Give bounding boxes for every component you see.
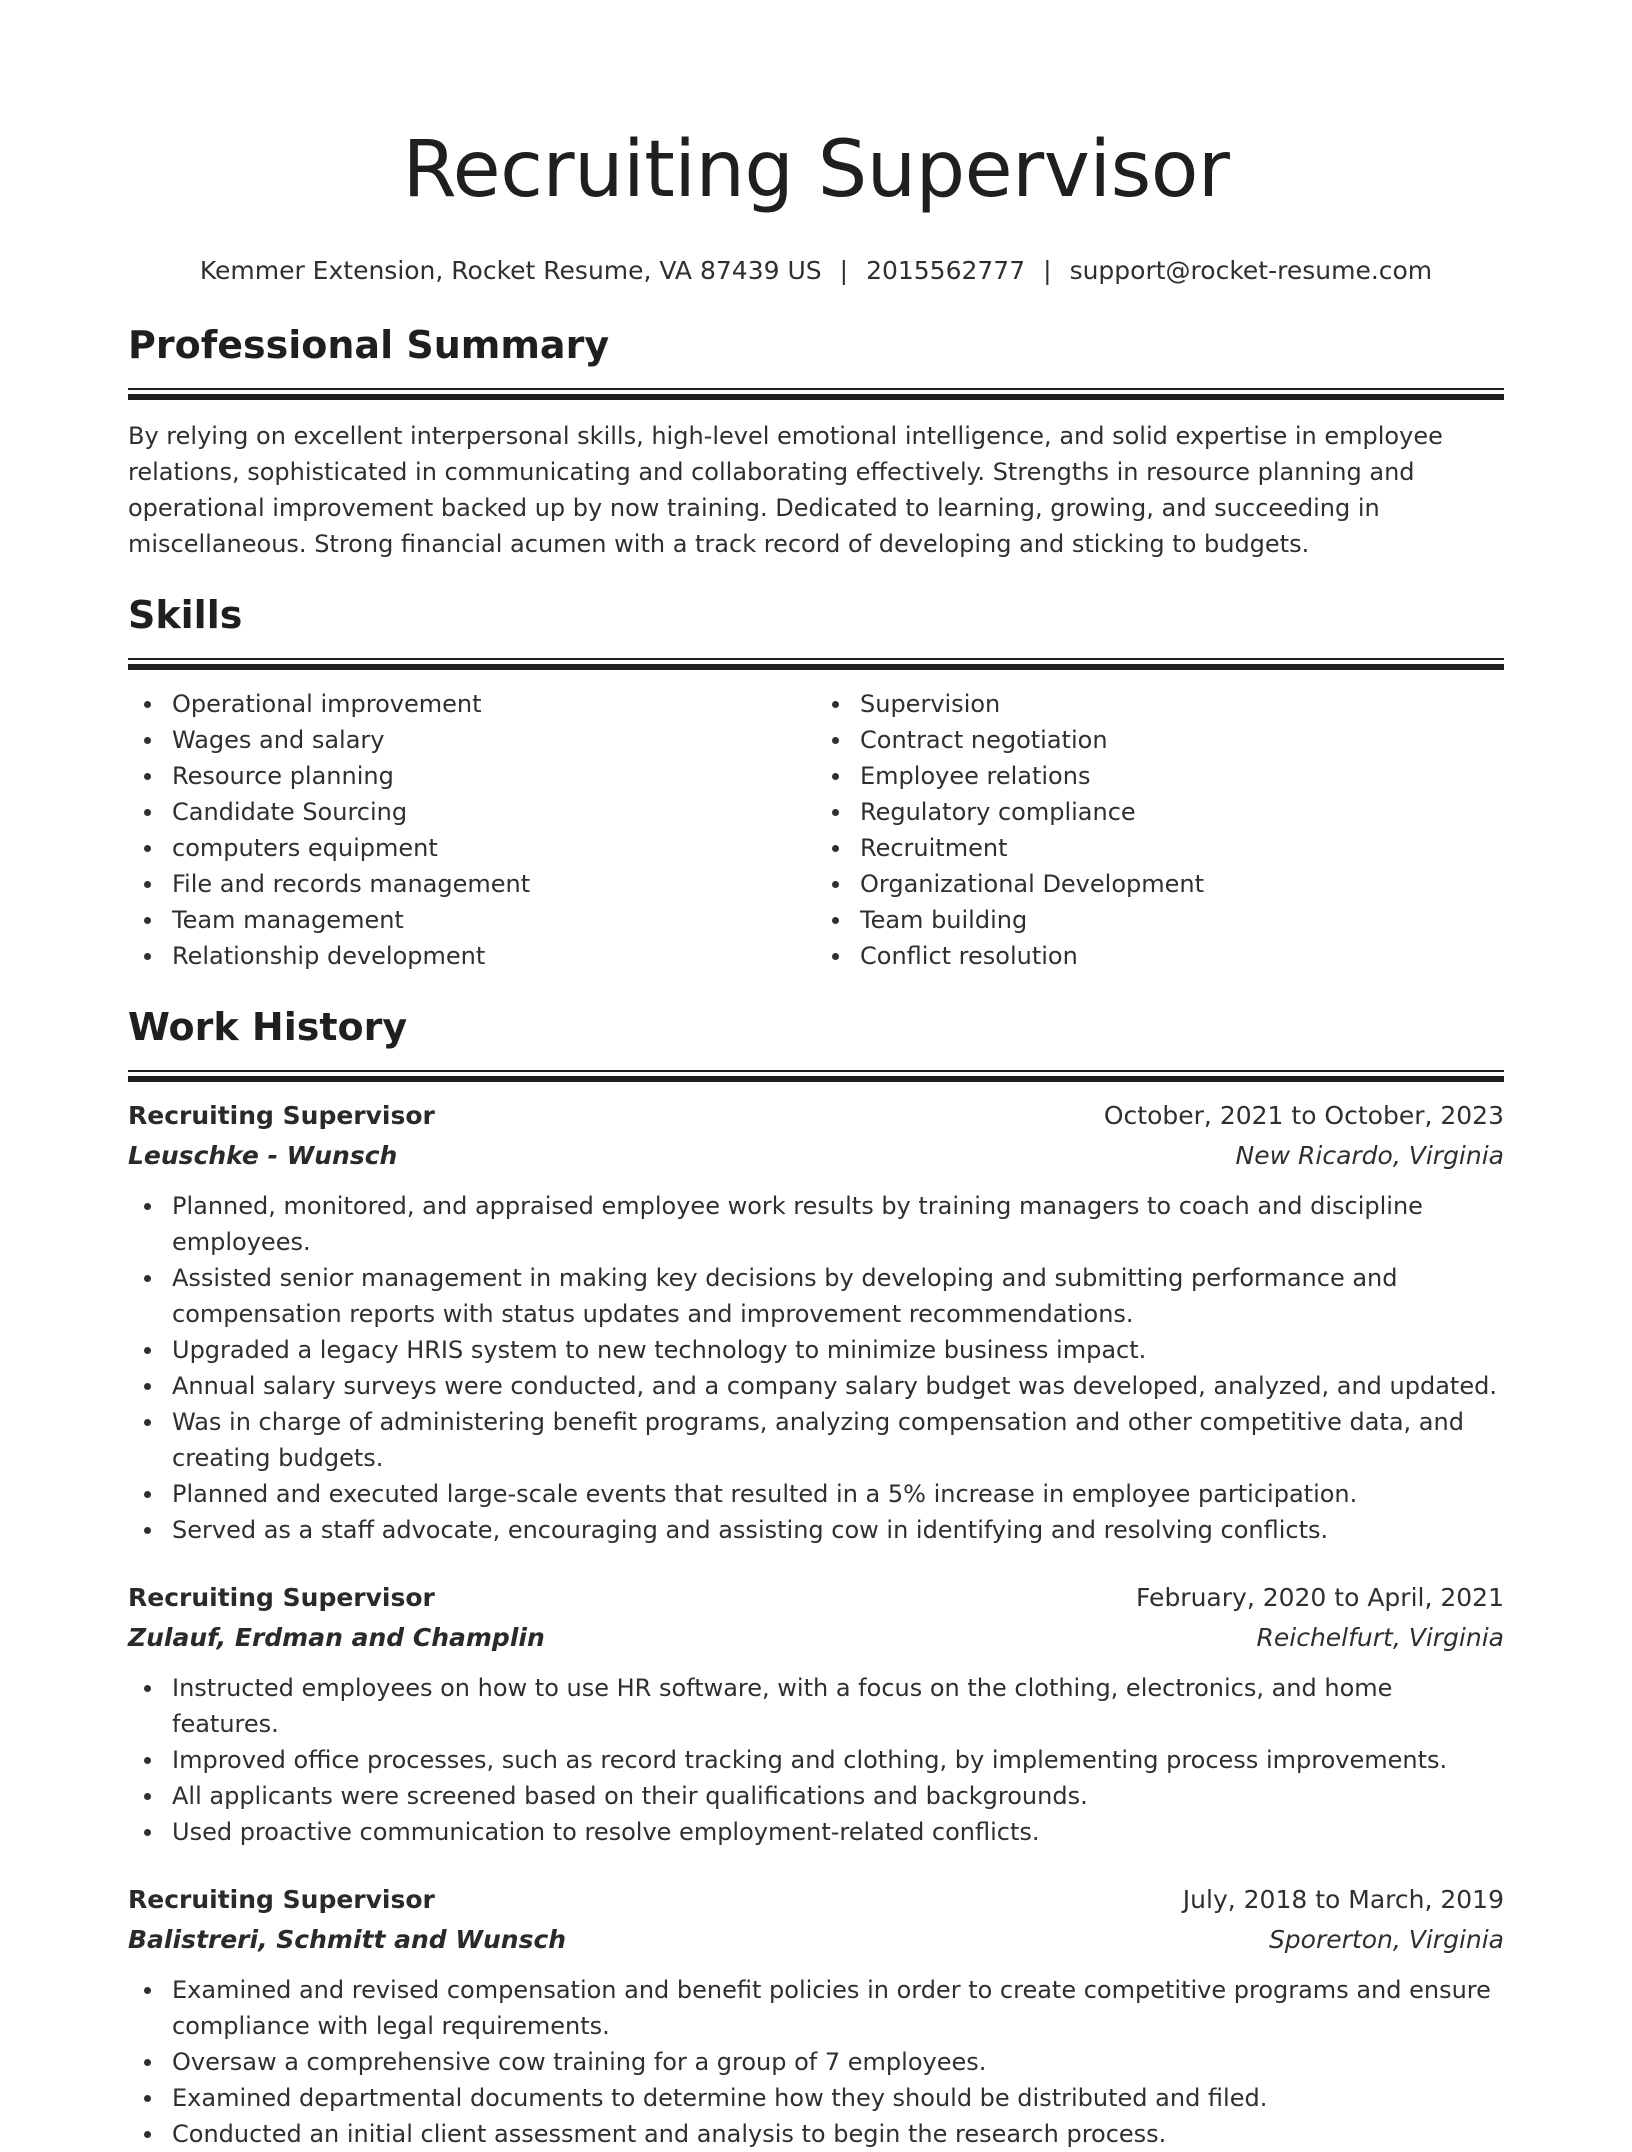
job-subheader-row bbox=[128, 1136, 1504, 1176]
job-dates: February, 2020 to April, 2021 bbox=[1136, 1583, 1504, 1612]
job-entry bbox=[128, 1096, 1504, 1548]
job-entry bbox=[128, 1578, 1504, 1850]
skill-item: File and records management bbox=[128, 866, 816, 902]
skill-item: Regulatory compliance bbox=[816, 794, 1504, 830]
job-bullet: All applicants were screened based on their qualifications and backgrounds. bbox=[128, 1778, 1504, 1814]
job-header-row bbox=[128, 1880, 1504, 1920]
skill-item: Organizational Development bbox=[816, 866, 1504, 902]
job-bullets bbox=[128, 1972, 1504, 2152]
job-subheader-row bbox=[128, 1618, 1504, 1658]
job-dates: October, 2021 to October, 2023 bbox=[1103, 1101, 1504, 1130]
job-location: Sporerton, Virginia bbox=[1268, 1925, 1504, 1954]
section-heading-summary: Professional Summary bbox=[128, 323, 610, 367]
job-bullet: Examined and revised compensation and benefit policies in order to create competitive programs and ensure compliance with legal requirements. bbox=[128, 1972, 1504, 2044]
job-bullet: Instructed employees on how to use HR software, with a focus on the clothing, electronics, and home features. bbox=[128, 1670, 1504, 1742]
job-bullets bbox=[128, 1670, 1504, 1850]
skill-item: Supervision bbox=[816, 686, 1504, 722]
job-bullet: Upgraded a legacy HRIS system to new technology to minimize business impact. bbox=[128, 1332, 1504, 1368]
job-bullet: Used proactive communication to resolve employment-related conflicts. bbox=[128, 1814, 1504, 1850]
work-history-section bbox=[128, 1002, 1504, 2152]
skill-item: Team management bbox=[128, 902, 816, 938]
job-title: Recruiting Supervisor bbox=[128, 1101, 435, 1130]
skill-item: Recruitment bbox=[816, 830, 1504, 866]
skill-item: Candidate Sourcing bbox=[128, 794, 816, 830]
skill-item: Employee relations bbox=[816, 758, 1504, 794]
job-location: Reichelfurt, Virginia bbox=[1256, 1623, 1504, 1652]
job-location: New Ricardo, Virginia bbox=[1235, 1141, 1504, 1170]
job-company: Balistreri, Schmitt and Wunsch bbox=[128, 1925, 567, 1954]
job-bullet: Planned and executed large-scale events that resulted in a 5% increase in employee participation. bbox=[128, 1476, 1504, 1512]
contact-separator: | bbox=[839, 256, 849, 285]
job-bullet: Improved office processes, such as record tracking and clothing, by implementing process improvements. bbox=[128, 1742, 1504, 1778]
summary-text: By relying on excellent interpersonal skills, high-level emotional intelligence, and solid expertise in employee relations, sophisticated in communicating and collaborating effectively. Strengths in resource planning and operational improvement backed up by now training. Dedicated to learning, growing, and succeeding in miscellaneous. Strong financial acumen with a track record of developing and sticking to budgets. bbox=[128, 422, 1443, 558]
section-heading-skills: Skills bbox=[128, 593, 243, 637]
job-bullet: Oversaw a comprehensive cow training for a group of 7 employees. bbox=[128, 2044, 1504, 2080]
job-bullet: Was in charge of administering benefit programs, analyzing compensation and other competitive data, and creating budgets. bbox=[128, 1404, 1504, 1476]
job-header-row bbox=[128, 1096, 1504, 1136]
job-bullet: Examined departmental documents to determine how they should be distributed and filed. bbox=[128, 2080, 1504, 2116]
job-company: Leuschke - Wunsch bbox=[128, 1141, 398, 1170]
job-subheader-row bbox=[128, 1920, 1504, 1960]
summary-section bbox=[128, 320, 1504, 562]
job-bullet: Planned, monitored, and appraised employee work results by training managers to coach and discipline employees. bbox=[128, 1188, 1504, 1260]
job-entry bbox=[128, 1880, 1504, 2152]
skill-item: Conflict resolution bbox=[816, 938, 1504, 974]
skill-item: Operational improvement bbox=[128, 686, 816, 722]
job-title: Recruiting Supervisor bbox=[128, 1583, 435, 1612]
skill-item: Relationship development bbox=[128, 938, 816, 974]
job-bullets bbox=[128, 1188, 1504, 1548]
job-bullet: Annual salary surveys were conducted, and a company salary budget was developed, analyzed, and updated. bbox=[128, 1368, 1504, 1404]
contact-separator: | bbox=[1043, 256, 1052, 285]
job-company: Zulauf, Erdman and Champlin bbox=[128, 1623, 545, 1652]
skills-column-right bbox=[816, 686, 1504, 974]
contact-address: Kemmer Extension, Rocket Resume, VA 87439 US bbox=[199, 256, 822, 285]
section-divider bbox=[128, 388, 1504, 400]
skills-columns bbox=[128, 686, 1504, 974]
section-heading-work-history: Work History bbox=[128, 1005, 408, 1049]
skill-item: computers equipment bbox=[128, 830, 816, 866]
contact-email: support@rocket-resume.com bbox=[1069, 256, 1433, 285]
contact-phone: 2015562777 bbox=[866, 256, 1026, 285]
job-dates: July, 2018 to March, 2019 bbox=[1182, 1885, 1504, 1914]
contact-line bbox=[128, 254, 1504, 288]
resume-title: Recruiting Supervisor bbox=[402, 125, 1230, 215]
skill-item: Resource planning bbox=[128, 758, 816, 794]
job-bullet: Conducted an initial client assessment and analysis to begin the research process. bbox=[128, 2116, 1504, 2152]
skills-column-left bbox=[128, 686, 816, 974]
job-bullet: Assisted senior management in making key decisions by developing and submitting performance and compensation reports with status updates and improvement recommendations. bbox=[128, 1260, 1504, 1332]
job-header-row bbox=[128, 1578, 1504, 1618]
section-divider bbox=[128, 658, 1504, 670]
job-bullet: Served as a staff advocate, encouraging and assisting cow in identifying and resolving conflicts. bbox=[128, 1512, 1504, 1548]
skills-section bbox=[128, 590, 1504, 974]
skill-item: Wages and salary bbox=[128, 722, 816, 758]
job-title: Recruiting Supervisor bbox=[128, 1885, 435, 1914]
skill-item: Contract negotiation bbox=[816, 722, 1504, 758]
section-divider bbox=[128, 1070, 1504, 1082]
skill-item: Team building bbox=[816, 902, 1504, 938]
